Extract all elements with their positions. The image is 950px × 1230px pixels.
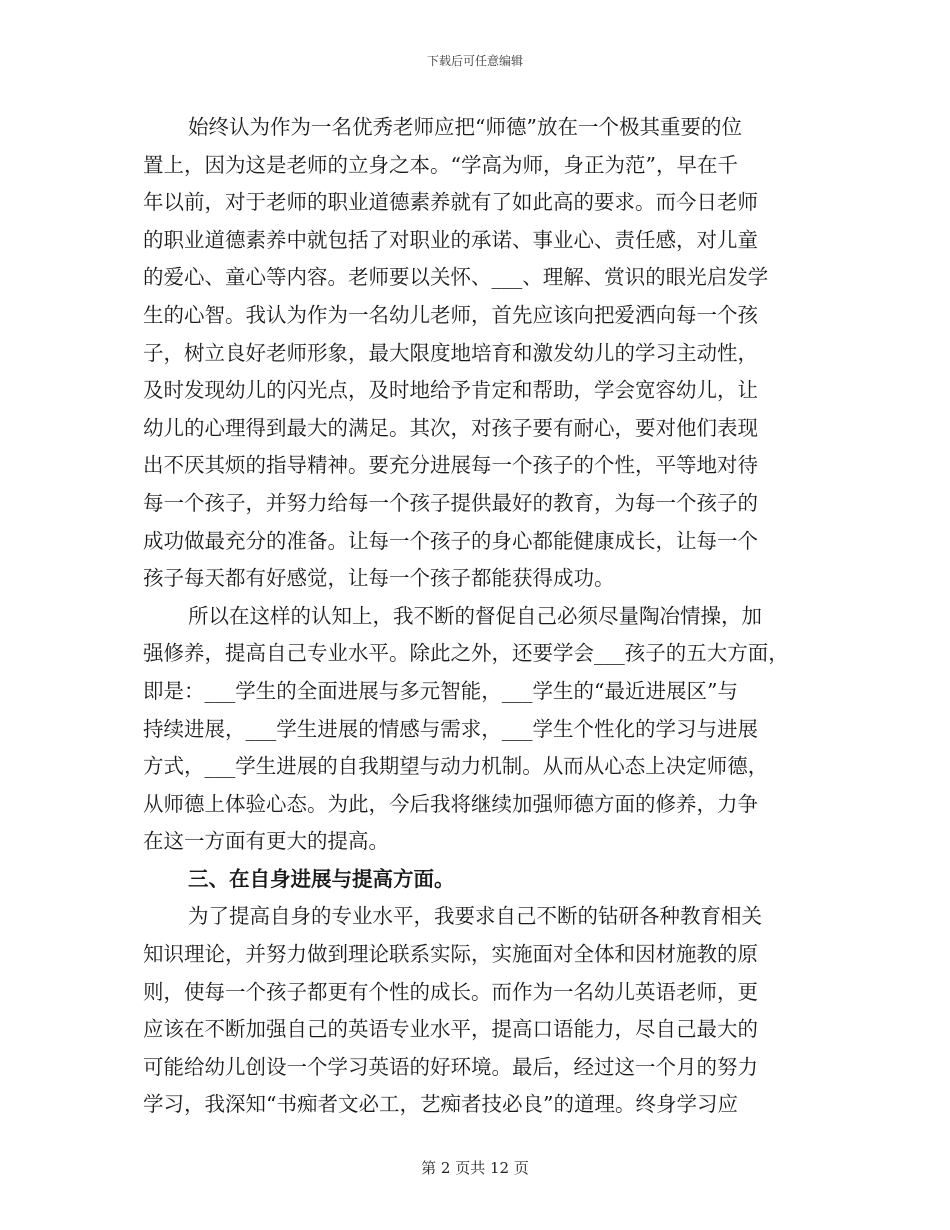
paragraph-line: 在这一方面有更大的提高。	[143, 829, 389, 854]
paragraph-line: 生的心智。我认为作为一名幼儿老师，首先应该向把爱洒向每一个孩	[143, 302, 758, 327]
paragraph-line: 从师德上体验心态。为此，今后我将继续加强师德方面的修养，力争	[143, 791, 758, 816]
paragraph-line: 为了提高自身的专业水平，我要求自己不断的钻研各种教育相关	[188, 904, 762, 929]
paragraph-line: 年以前，对于老师的职业道德素养就有了如此高的要求。而今日老师	[143, 190, 758, 215]
paragraph-line: 及时发现幼儿的闪光点，及时地给予肯定和帮助，学会宽容幼儿，让	[143, 378, 758, 403]
paragraph-line: 即是：___学生的全面进展与多元智能，___学生的“最近进展区”与	[143, 678, 738, 703]
paragraph-line: 可能给幼儿创设一个学习英语的好环境。最后，经过这一个月的努力	[143, 1054, 758, 1079]
paragraph-line: 出不厌其烦的指导精神。要充分进展每一个孩子的个性，平等地对待	[143, 453, 758, 478]
paragraph-line: 学习，我深知“书痴者文必工，艺痴者技必良”的道理。终身学习应	[143, 1092, 738, 1117]
page-header: 下载后可任意编辑	[426, 54, 523, 68]
paragraph-line: 幼儿的心理得到最大的满足。其次，对孩子要有耐心，要对他们表现	[143, 415, 758, 440]
paragraph-line: 方式，___学生进展的自我期望与动力机制。从而从心态上决定师德，	[143, 754, 769, 779]
paragraph-line: 则，使每一个孩子都更有个性的成长。而作为一名幼儿英语老师，更	[143, 979, 758, 1004]
paragraph-line: 强修养，提高自己专业水平。除此之外，还要学会___孩子的五大方面，	[143, 641, 789, 666]
paragraph-line: 知识理论，并努力做到理论联系实际，实施面对全体和因材施教的原	[143, 942, 758, 967]
paragraph-line: 成功做最充分的准备。让每一个孩子的身心都能健康成长，让每一个	[143, 528, 758, 553]
paragraph-line: 所以在这样的认知上，我不断的督促自己必须尽量陶冶情操，加	[188, 603, 762, 628]
page-footer: 第 2 页共 12 页	[421, 1159, 529, 1177]
paragraph-line: 置上，因为这是老师的立身之本。“学高为师，身正为范”，早在千	[143, 152, 738, 177]
paragraph-line: 每一个孩子，并努力给每一个孩子提供最好的教育，为每一个孩子的	[143, 490, 758, 515]
paragraph-line: 持续进展，___学生进展的情感与需求，___学生个性化的学习与进展	[143, 716, 758, 741]
document-body	[143, 109, 811, 1124]
paragraph-line: 的爱心、童心等内容。老师要以关怀、___、理解、赏识的眼光启发学	[143, 265, 769, 290]
paragraph-line: 孩子每天都有好感觉，让每一个孩子都能获得成功。	[143, 566, 615, 591]
paragraph-line: 始终认为作为一名优秀老师应把“师德”放在一个极其重要的位	[188, 115, 742, 139]
paragraph-line: 的职业道德素养中就包括了对职业的承诺、事业心、责任感，对儿童	[143, 227, 758, 252]
section-heading: 三、在自身进展与提高方面。	[188, 866, 455, 891]
paragraph-line: 子，树立良好老师形象，最大限度地培育和激发幼儿的学习主动性，	[143, 340, 758, 365]
paragraph-line: 应该在不断加强自己的英语专业水平，提高口语能力，尽自己最大的	[143, 1017, 758, 1042]
